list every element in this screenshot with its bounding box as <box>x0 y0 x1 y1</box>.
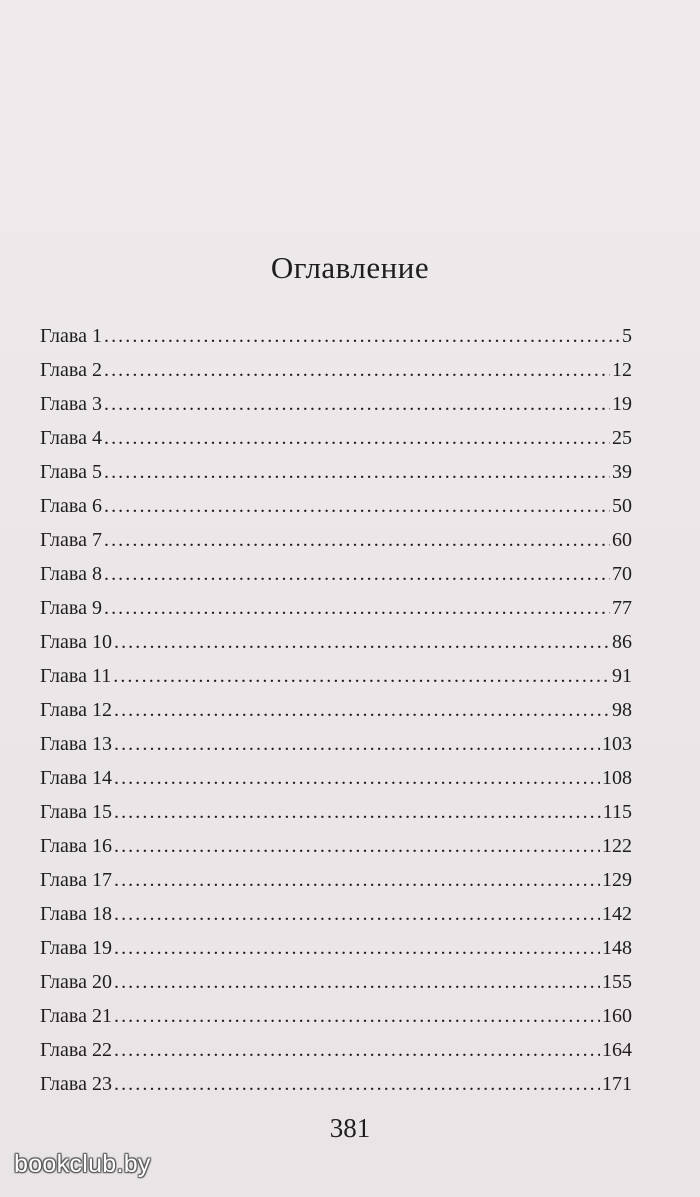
toc-entry-page: 70 <box>612 563 632 585</box>
toc-entry <box>40 931 632 965</box>
toc-entry-page: 129 <box>602 869 632 891</box>
toc-entry-page: 86 <box>612 631 632 653</box>
dot-leader <box>113 659 610 693</box>
toc-entry-label: Глава 8 <box>40 563 102 585</box>
toc-entry-label: Глава 10 <box>40 631 112 653</box>
dot-leader <box>104 421 610 455</box>
toc-entry-label: Глава 13 <box>40 733 112 755</box>
toc-entry-page: 108 <box>602 767 632 789</box>
toc-entry-label: Глава 6 <box>40 495 102 517</box>
toc-entry <box>40 761 632 795</box>
toc-entry-label: Глава 12 <box>40 699 112 721</box>
toc-entry-page: 12 <box>612 359 632 381</box>
toc-entry-label: Глава 19 <box>40 937 112 959</box>
dot-leader <box>104 591 610 625</box>
toc-entry <box>40 353 632 387</box>
toc-entry-label: Глава 21 <box>40 1005 112 1027</box>
dot-leader <box>114 625 610 659</box>
dot-leader <box>104 557 610 591</box>
toc-entry-page: 164 <box>602 1039 632 1061</box>
toc-entry-label: Глава 1 <box>40 325 102 347</box>
dot-leader <box>104 387 610 421</box>
dot-leader <box>104 455 610 489</box>
toc-entry <box>40 1033 632 1067</box>
toc-entry-page: 98 <box>612 699 632 721</box>
toc-entry <box>40 863 632 897</box>
toc-entry <box>40 455 632 489</box>
toc-entry-page: 25 <box>612 427 632 449</box>
toc-entry-label: Глава 4 <box>40 427 102 449</box>
toc-entry <box>40 591 632 625</box>
dot-leader <box>104 489 610 523</box>
site-watermark: bookclub.by <box>14 1150 151 1178</box>
toc-entry <box>40 625 632 659</box>
toc-entry-page: 39 <box>612 461 632 483</box>
toc-entry-label: Глава 9 <box>40 597 102 619</box>
toc-entry-label: Глава 18 <box>40 903 112 925</box>
dot-leader <box>104 319 620 353</box>
dot-leader <box>114 761 600 795</box>
dot-leader <box>104 353 610 387</box>
toc-entry-page: 115 <box>602 801 632 823</box>
toc-entry-label: Глава 22 <box>40 1039 112 1061</box>
toc-entry <box>40 659 632 693</box>
toc-entry-page: 50 <box>612 495 632 517</box>
dot-leader <box>114 829 600 863</box>
toc-entry-page: 148 <box>602 937 632 959</box>
toc-entry <box>40 387 632 421</box>
toc-entry-page: 77 <box>612 597 632 619</box>
toc-entry <box>40 965 632 999</box>
toc-entry-page: 60 <box>612 529 632 551</box>
toc-entry-label: Глава 2 <box>40 359 102 381</box>
toc-entry-page: 171 <box>602 1073 632 1095</box>
toc-entry <box>40 829 632 863</box>
toc-entry-label: Глава 23 <box>40 1073 112 1095</box>
toc-entry <box>40 897 632 931</box>
dot-leader <box>114 727 600 761</box>
toc-entry <box>40 1067 632 1101</box>
toc-entry-page: 160 <box>602 1005 632 1027</box>
toc-entry-label: Глава 17 <box>40 869 112 891</box>
toc-entry <box>40 557 632 591</box>
toc-entry-label: Глава 16 <box>40 835 112 857</box>
dot-leader <box>114 897 600 931</box>
toc-entry-page: 155 <box>602 971 632 993</box>
toc-entry <box>40 319 632 353</box>
toc-entry-page: 91 <box>612 665 632 687</box>
toc-entry <box>40 795 632 829</box>
toc-entry-label: Глава 20 <box>40 971 112 993</box>
toc-entry-page: 103 <box>602 733 632 755</box>
toc-entry-label: Глава 14 <box>40 767 112 789</box>
toc-entry-label: Глава 3 <box>40 393 102 415</box>
dot-leader <box>114 965 600 999</box>
dot-leader <box>114 863 600 897</box>
toc-entry <box>40 693 632 727</box>
dot-leader <box>114 999 600 1033</box>
toc-entry <box>40 489 632 523</box>
toc-entry-page: 5 <box>622 325 632 347</box>
dot-leader <box>104 523 610 557</box>
dot-leader <box>114 931 600 965</box>
dot-leader <box>114 1033 600 1067</box>
dot-leader <box>114 693 610 727</box>
toc-entry <box>40 523 632 557</box>
toc-entry <box>40 999 632 1033</box>
dot-leader <box>114 795 601 829</box>
toc-entry-label: Глава 11 <box>40 665 112 687</box>
page-number: 381 <box>329 1113 371 1143</box>
toc-entry-page: 19 <box>612 393 632 415</box>
toc-list <box>40 319 632 1101</box>
toc-entry-page: 142 <box>602 903 632 925</box>
toc-entry <box>40 727 632 761</box>
toc-title: Оглавление <box>270 250 430 285</box>
toc-entry-label: Глава 5 <box>40 461 102 483</box>
toc-entry-label: Глава 7 <box>40 529 102 551</box>
toc-entry <box>40 421 632 455</box>
toc-entry-label: Глава 15 <box>40 801 112 823</box>
dot-leader <box>114 1067 600 1101</box>
toc-entry-page: 122 <box>602 835 632 857</box>
